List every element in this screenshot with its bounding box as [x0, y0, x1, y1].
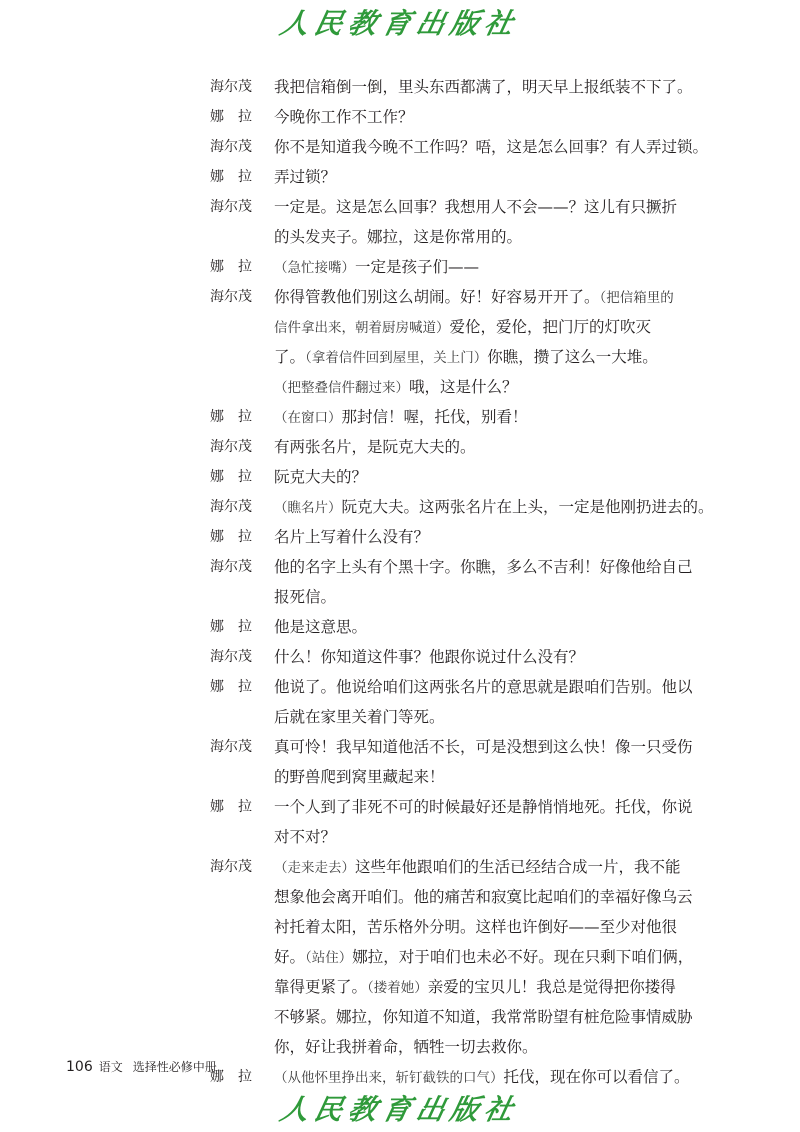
dialogue-text — [274, 372, 518, 403]
script-line-continuation — [210, 972, 720, 1002]
script-line — [210, 72, 720, 102]
dialogue-fragment: 亲爱的宝贝儿！我总是觉得把你搂得 — [427, 978, 676, 996]
dialogue-text — [274, 312, 651, 343]
dialogue-text: 一定是。这是怎么回事？我想用人不会——？这儿有只撅折 — [274, 198, 678, 216]
script-line — [210, 162, 720, 192]
speaker-label: 海尔茂 — [210, 649, 252, 665]
dialogue-text — [274, 282, 674, 313]
play-script — [210, 72, 720, 1092]
dialogue-text: 什么！你知道这件事？他跟你说过什么没有？ — [274, 648, 585, 666]
script-line-continuation — [210, 912, 720, 942]
script-line — [210, 612, 720, 642]
speaker-label: 娜 拉 — [210, 1069, 252, 1085]
dialogue-text: 弄过锁？ — [274, 168, 337, 186]
dialogue-text: 后就在家里关着门等死。 — [274, 708, 445, 726]
speaker-label: 海尔茂 — [210, 559, 252, 575]
dialogue-text — [274, 852, 681, 883]
script-line — [210, 732, 720, 762]
dialogue-fragment: 你得管教他们别这么胡闹。好！好容易开开了。 — [274, 288, 600, 306]
speaker-label: 娜 拉 — [210, 259, 252, 275]
speaker-label: 娜 拉 — [210, 409, 252, 425]
page-footer — [66, 1058, 217, 1075]
speaker-label: 娜 拉 — [210, 529, 252, 545]
stage-direction: （走来走去） — [274, 860, 355, 876]
script-line-continuation — [210, 582, 720, 612]
dialogue-fragment: 好。 — [274, 948, 306, 966]
script-line — [210, 132, 720, 162]
speaker-label: 海尔茂 — [210, 289, 252, 305]
dialogue-text — [274, 402, 528, 433]
dialogue-text — [274, 972, 676, 1003]
dialogue-text: 对不对？ — [274, 828, 337, 846]
script-line-continuation — [210, 1002, 720, 1032]
speaker-label: 娜 拉 — [210, 469, 252, 485]
script-line-continuation — [210, 222, 720, 252]
speaker-label: 海尔茂 — [210, 79, 252, 95]
script-line — [210, 492, 720, 522]
dialogue-text: 真可怜！我早知道他活不长，可是没想到这么快！像一只受伤 — [274, 738, 693, 756]
speaker-label: 海尔茂 — [210, 859, 252, 875]
speaker-label: 娜 拉 — [210, 799, 252, 815]
script-line-continuation — [210, 942, 720, 972]
script-line — [210, 282, 720, 312]
speaker-label: 海尔茂 — [210, 139, 252, 155]
dialogue-text: 一个人到了非死不可的时候最好还是静悄悄地死。托伐，你说 — [274, 798, 693, 816]
subject-label: 语文 — [98, 1060, 123, 1074]
dialogue-text: 想象他会离开咱们。他的痛苦和寂寞比起咱们的幸福好像乌云 — [274, 888, 693, 906]
stage-direction: 信件拿出来，朝着厨房喊道） — [274, 320, 450, 336]
dialogue-text: 阮克大夫的？ — [274, 468, 368, 486]
script-line — [210, 252, 720, 282]
dialogue-text: 你不是知道我今晚不工作吗？唔，这是怎么回事？有人弄过锁。 — [274, 138, 709, 156]
script-line — [210, 852, 720, 882]
speaker-label: 娜 拉 — [210, 109, 252, 125]
dialogue-fragment: 靠得更紧了。 — [274, 978, 368, 996]
page-number: 106 — [66, 1059, 93, 1075]
script-line-continuation — [210, 762, 720, 792]
dialogue-fragment: 娜拉，对于咱们也未必不好。现在只剩下咱们俩， — [352, 948, 694, 966]
dialogue-text: 报死信。 — [274, 588, 337, 606]
dialogue-fragment: 你瞧，攒了这么一大堆。 — [487, 348, 658, 366]
script-line — [210, 672, 720, 702]
speaker-label: 娜 拉 — [210, 169, 252, 185]
dialogue-fragment: 那封信！喔，托伐，别看！ — [341, 408, 528, 426]
stage-direction: （急忙接嘴） — [274, 260, 355, 276]
dialogue-fragment: 阮克大夫。这两张名片在上头，一定是他刚扔进去的。 — [341, 498, 714, 516]
dialogue-text — [274, 342, 658, 373]
stage-direction: （拿着信件回到屋里，关上门） — [305, 350, 488, 366]
book-title: 选择性必修中册 — [132, 1060, 217, 1074]
dialogue-text: 他说了。他说给咱们这两张名片的意思就是跟咱们告别。他以 — [274, 678, 693, 696]
speaker-label: 海尔茂 — [210, 439, 252, 455]
dialogue-text: 我把信箱倒一倒，里头东西都满了，明天早上报纸装不下了。 — [274, 78, 693, 96]
script-line-continuation — [210, 342, 720, 372]
script-line — [210, 192, 720, 222]
dialogue-fragment: 这些年他跟咱们的生活已经结合成一片，我不能 — [355, 858, 681, 876]
dialogue-text — [274, 492, 714, 523]
script-line — [210, 432, 720, 462]
dialogue-text — [274, 942, 693, 973]
stage-direction: （搂着她） — [367, 980, 428, 996]
script-line-continuation — [210, 822, 720, 852]
script-line-continuation — [210, 882, 720, 912]
stage-direction: （把信箱里的 — [599, 290, 674, 306]
script-line — [210, 552, 720, 582]
stage-direction: （瞧名片） — [274, 500, 342, 516]
script-line — [210, 102, 720, 132]
script-line — [210, 522, 720, 552]
speaker-label: 娜 拉 — [210, 679, 252, 695]
stage-direction: （站住） — [305, 950, 353, 966]
dialogue-text — [274, 252, 479, 283]
dialogue-fragment: 托伐，现在你可以看信了。 — [503, 1068, 690, 1086]
script-line-continuation — [210, 312, 720, 342]
dialogue-text: 的野兽爬到窝里藏起来！ — [274, 768, 445, 786]
script-line — [210, 402, 720, 432]
script-line-continuation — [210, 702, 720, 732]
stage-direction: （在窗口） — [274, 410, 342, 426]
script-line-continuation — [210, 372, 720, 402]
speaker-label: 海尔茂 — [210, 739, 252, 755]
dialogue-text: 今晚你工作不工作？ — [274, 108, 414, 126]
dialogue-text: 有两张名片，是阮克大夫的。 — [274, 438, 476, 456]
script-line — [210, 462, 720, 492]
stage-direction: （把整叠信件翻过来） — [274, 380, 409, 396]
speaker-label: 海尔茂 — [210, 199, 252, 215]
dialogue-fragment: 一定是孩子们—— — [355, 258, 480, 276]
stage-direction: （从他怀里挣出来，斩钉截铁的口气） — [274, 1070, 504, 1086]
dialogue-text: 他是这意思。 — [274, 618, 368, 636]
publisher-logo-bottom: 人民教育出版社 — [277, 1093, 523, 1126]
script-line — [210, 792, 720, 822]
dialogue-text: 不够紧。娜拉，你知道不知道，我常常盼望有桩危险事情威胁 — [274, 1008, 693, 1026]
speaker-label: 海尔茂 — [210, 499, 252, 515]
script-line-continuation — [210, 1032, 720, 1062]
dialogue-fragment: 哦，这是什么？ — [409, 378, 518, 396]
dialogue-text: 的头发夹子。娜拉，这是你常用的。 — [274, 228, 523, 246]
publisher-logo-top: 人民教育出版社 — [277, 7, 523, 40]
dialogue-text: 衬托着太阳，苦乐格外分明。这样也许倒好——至少对他很 — [274, 918, 678, 936]
script-line — [210, 642, 720, 672]
dialogue-fragment: 爱伦，爱伦，把门厅的灯吹灭 — [449, 318, 652, 336]
speaker-label: 娜 拉 — [210, 619, 252, 635]
dialogue-text: 名片上写着什么没有？ — [274, 528, 430, 546]
dialogue-fragment: 了。 — [274, 348, 306, 366]
dialogue-text: 你，好让我拼着命，牺牲一切去救你。 — [274, 1038, 538, 1056]
dialogue-text: 他的名字上头有个黑十字。你瞧，多么不吉利！好像他给自己 — [274, 558, 693, 576]
